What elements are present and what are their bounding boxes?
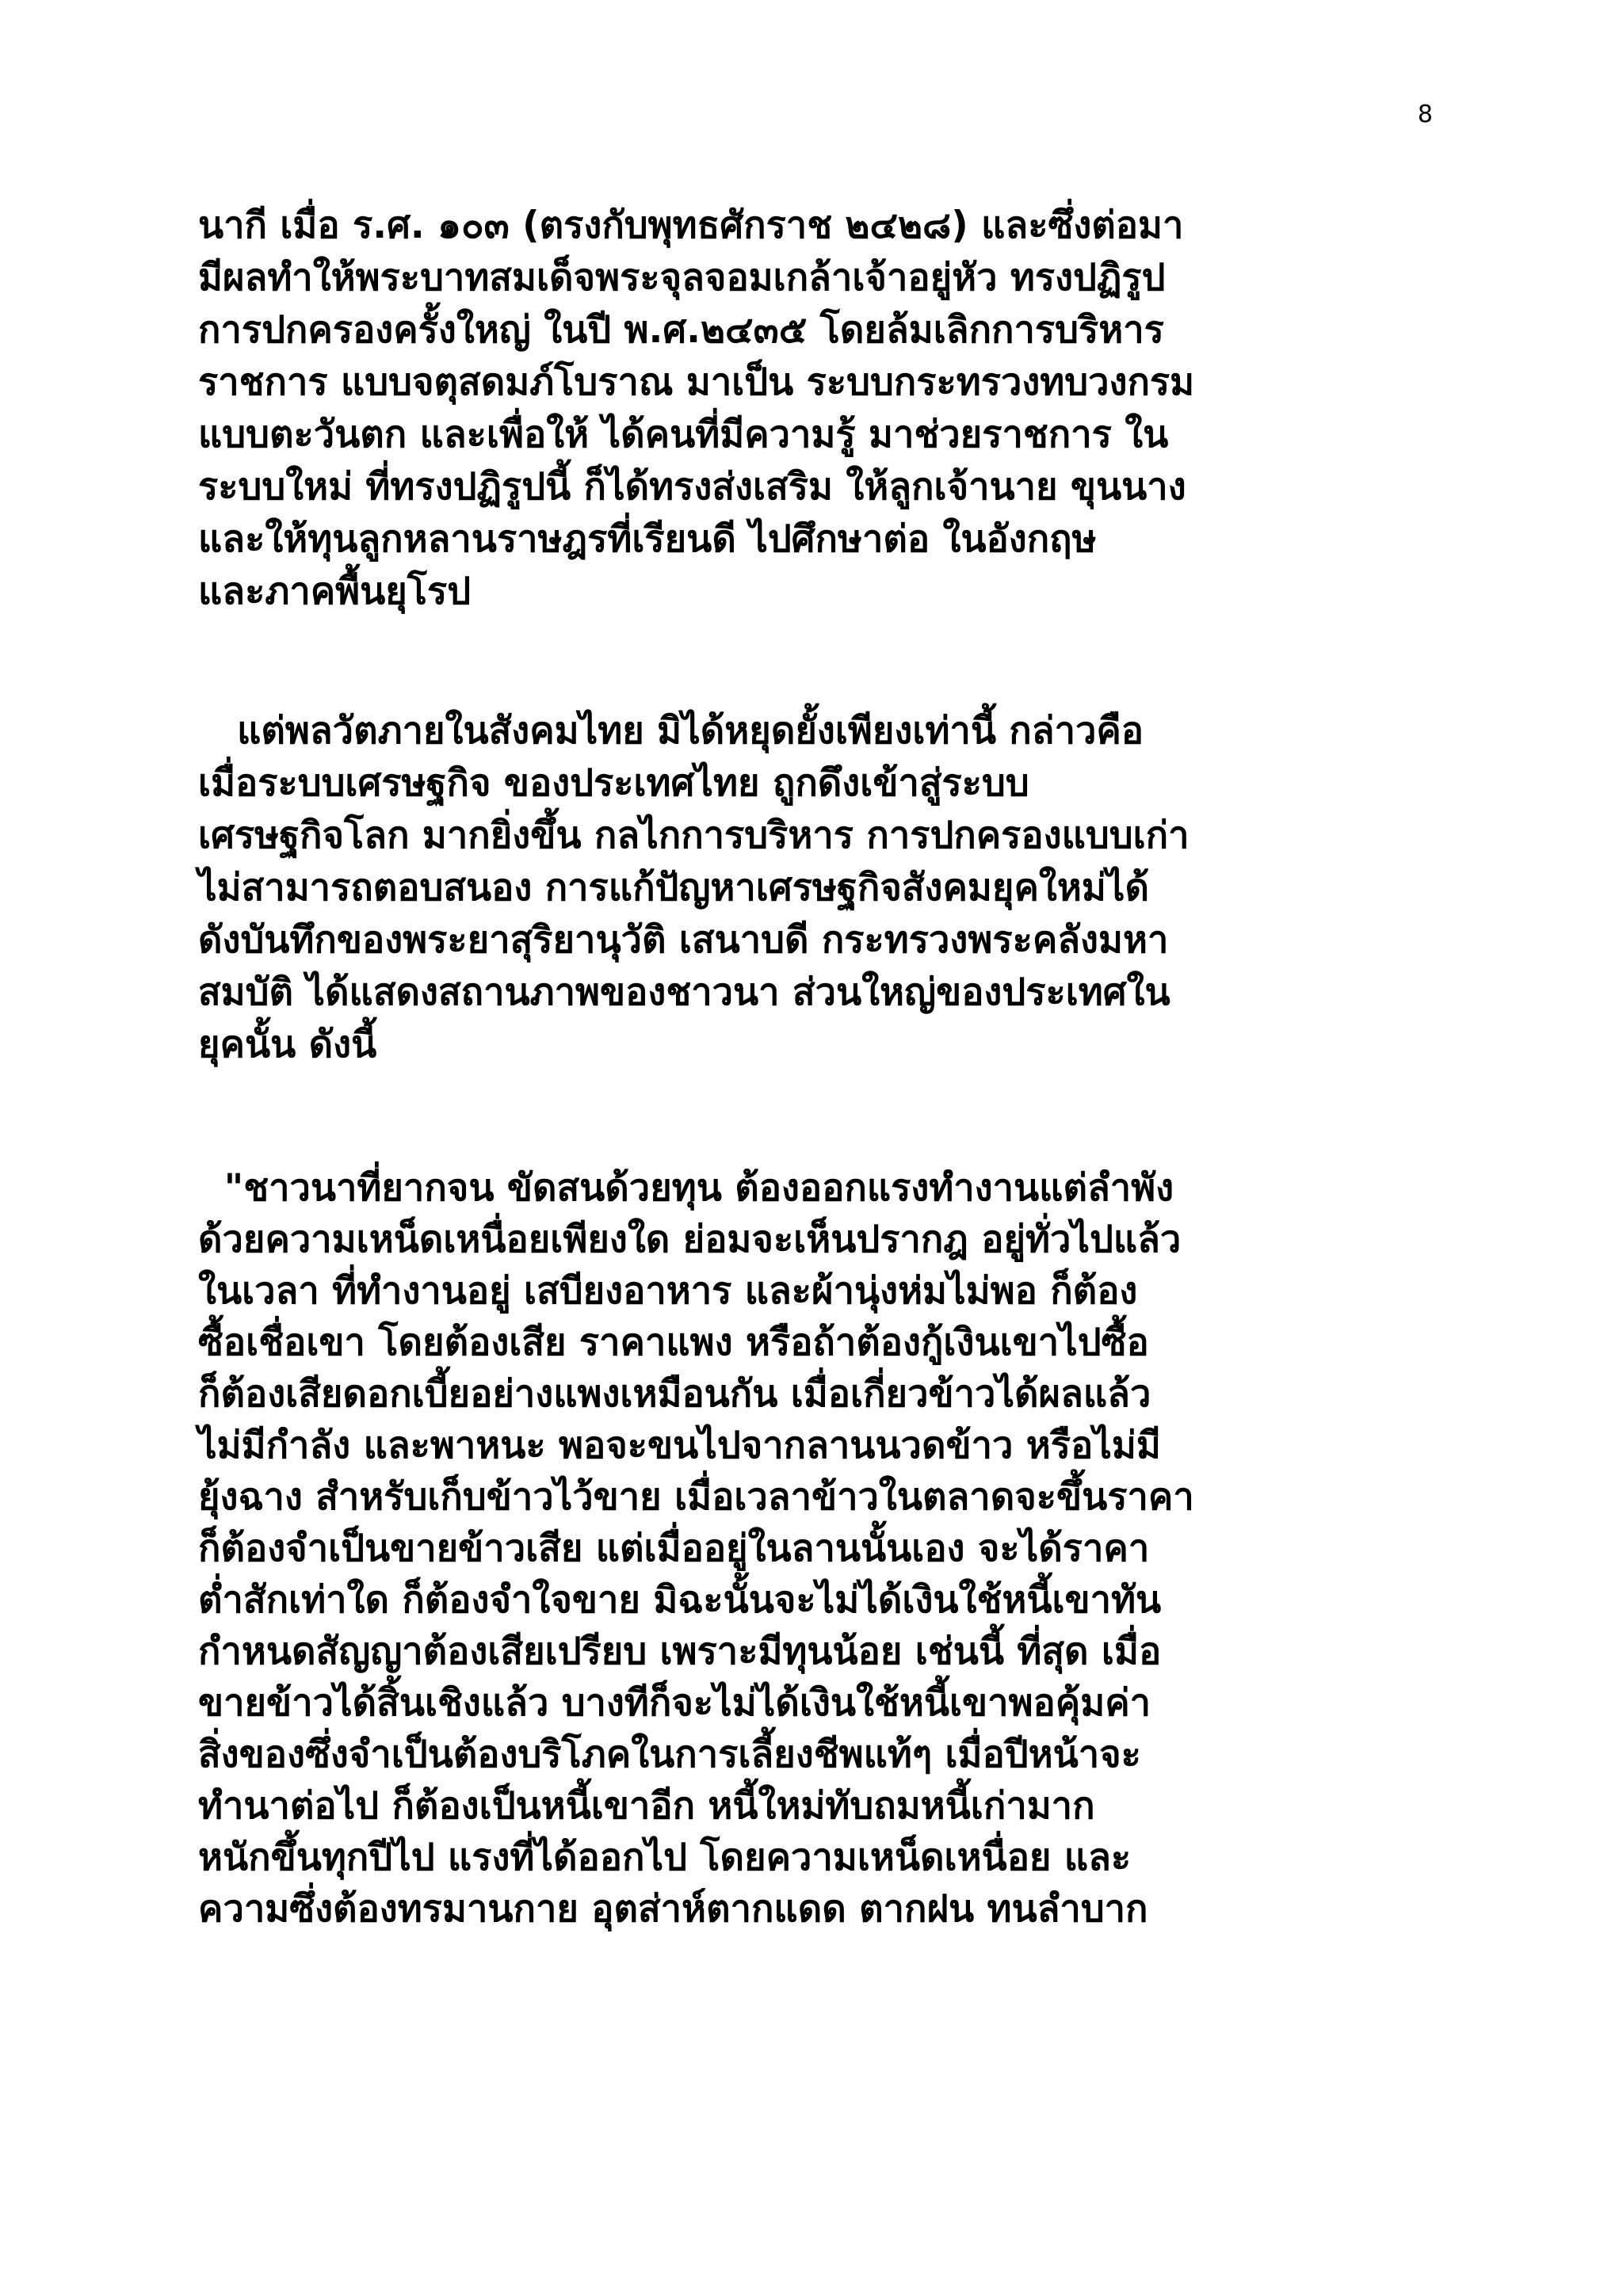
text-line: ด้วยความเหน็ดเหนื่อยเพียงใด ย่อมจะเห็นปรากฎ อยู่ทั่วไปแล้ว: [198, 1218, 1182, 1261]
text-line: มีผลทำให้พระบาทสมเด็จพระจุลจอมเกล้าเจ้าอยู่หัว ทรงปฏิรูป: [198, 256, 1166, 299]
text-line: ดังบันทึกของพระยาสุริยานุวัติ เสนาบดี กระทรวงพระคลังมหา: [198, 918, 1169, 962]
text-line: เศรษฐกิจโลก มากยิ่งขึ้น กลไกการบริหาร การปกครองแบบเก่า: [198, 814, 1190, 857]
text-line: เมื่อระบบเศรษฐกิจ ของประเทศไทย ถูกดึงเข้าสู่ระบบ: [198, 761, 1029, 805]
text-line: ยุคนั้น ดังนี้: [198, 1023, 377, 1066]
text-line: การปกครองครั้งใหญ่ ในปี พ.ศ.๒๔๓๕ โดยล้มเลิกการบริหาร: [198, 308, 1164, 352]
text-line: ไม่มีกำลัง และพาหนะ พอจะขนไปจากลานนวดข้าว หรือไม่มี: [198, 1424, 1161, 1467]
text-line: ความซึ่งต้องทรมานกาย อุตส่าห์ตากแดด ตากฝน ทนลำบาก: [198, 1887, 1148, 1931]
text-line: ก็ต้องจำเป็นขายข้าวเสีย แต่เมื่ออยู่ในลานนั้นเอง จะได้ราคา: [198, 1527, 1150, 1570]
text-line: แบบตะวันตก และเพื่อให้ ได้คนที่มีความรู้ มาช่วยราชการ ใน: [198, 413, 1169, 456]
text-line: ซื้อเชื่อเขา โดยต้องเสีย ราคาแพง หรือถ้าต้องกู้เงินเขาไปซื้อ: [198, 1321, 1149, 1364]
text-line: นากี เมื่อ ร.ศ. ๑๐๓ (ตรงกับพุทธศักราช ๒๔๒๘) และซึ่งต่อมา: [198, 204, 1184, 247]
text-line: กำหนดสัญญาต้องเสียเปรียบ เพราะมีทุนน้อย เช่นนี้ ที่สุด เมื่อ: [198, 1630, 1162, 1673]
text-line: ทำนาต่อไป ก็ต้องเป็นหนี้เขาอีก หนี้ใหม่ทับถมหนี้เก่ามาก: [198, 1784, 1095, 1828]
paragraph-1: [198, 200, 1434, 618]
text-line: ราชการ แบบจตุสดมภ์โบราณ มาเป็น ระบบกระทรวงทบวงกรม: [198, 360, 1195, 404]
paragraph-3: [198, 1162, 1434, 1935]
text-line: แต่พลวัตภายในสังคมไทย มิได้หยุดยั้งเพียงเท่านี้ กล่าวคือ: [198, 709, 1144, 753]
text-line: และให้ทุนลูกหลานราษฎรที่เรียนดี ไปศึกษาต่อ ในอังกฤษ: [198, 517, 1097, 561]
text-line: "ชาวนาที่ยากจน ขัดสนด้วยทุน ต้องออกแรงทำงานแต่ลำพัง: [198, 1166, 1174, 1210]
text-line: ต่ำสักเท่าใด ก็ต้องจำใจขาย มิฉะนั้นจะไม่ได้เงินใช้หนี้เขาทัน: [198, 1578, 1162, 1622]
text-line: ก็ต้องเสียดอกเบี้ยอย่างแพงเหมือนกัน เมื่อเกี่ยวข้าวได้ผลแล้ว: [198, 1372, 1151, 1416]
text-line: สิ่งของซึ่งจำเป็นต้องบริโภคในการเลี้ยงชีพแท้ๆ เมื่อปีหน้าจะ: [198, 1733, 1141, 1776]
text-line: ขายข้าวได้สิ้นเชิงแล้ว บางทีก็จะไม่ได้เงินใช้หนี้เขาพอคุ้มค่า: [198, 1681, 1151, 1725]
text-line: สมบัติ ได้แสดงสถานภาพของชาวนา ส่วนใหญ่ของประเทศใน: [198, 971, 1170, 1014]
text-line: ไม่สามารถตอบสนอง การแก้ปัญหาเศรษฐกิจสังคมยุคใหม่ได้: [198, 866, 1149, 910]
text-line: ระบบใหม่ ที่ทรงปฏิรูปนี้ ก็ได้ทรงส่งเสริม ให้ลูกเจ้านาย ขุนนาง: [198, 465, 1186, 509]
text-line: ยุ้งฉาง สำหรับเก็บข้าวไว้ขาย เมื่อเวลาข้าวในตลาดจะขึ้นราคา: [198, 1475, 1194, 1519]
text-line: และภาคพื้นยุโรป: [198, 570, 472, 613]
text-line: หนักขึ้นทุกปีไป แรงที่ได้ออกไป โดยความเหน็ดเหนื่อย และ: [198, 1836, 1132, 1879]
text-line: ในเวลา ที่ทำงานอยู่ เสบียงอาหาร และผ้านุ่งห่มไม่พอ ก็ต้อง: [198, 1269, 1138, 1313]
page-number: 8: [1417, 101, 1433, 128]
paragraph-2: [198, 705, 1434, 1071]
